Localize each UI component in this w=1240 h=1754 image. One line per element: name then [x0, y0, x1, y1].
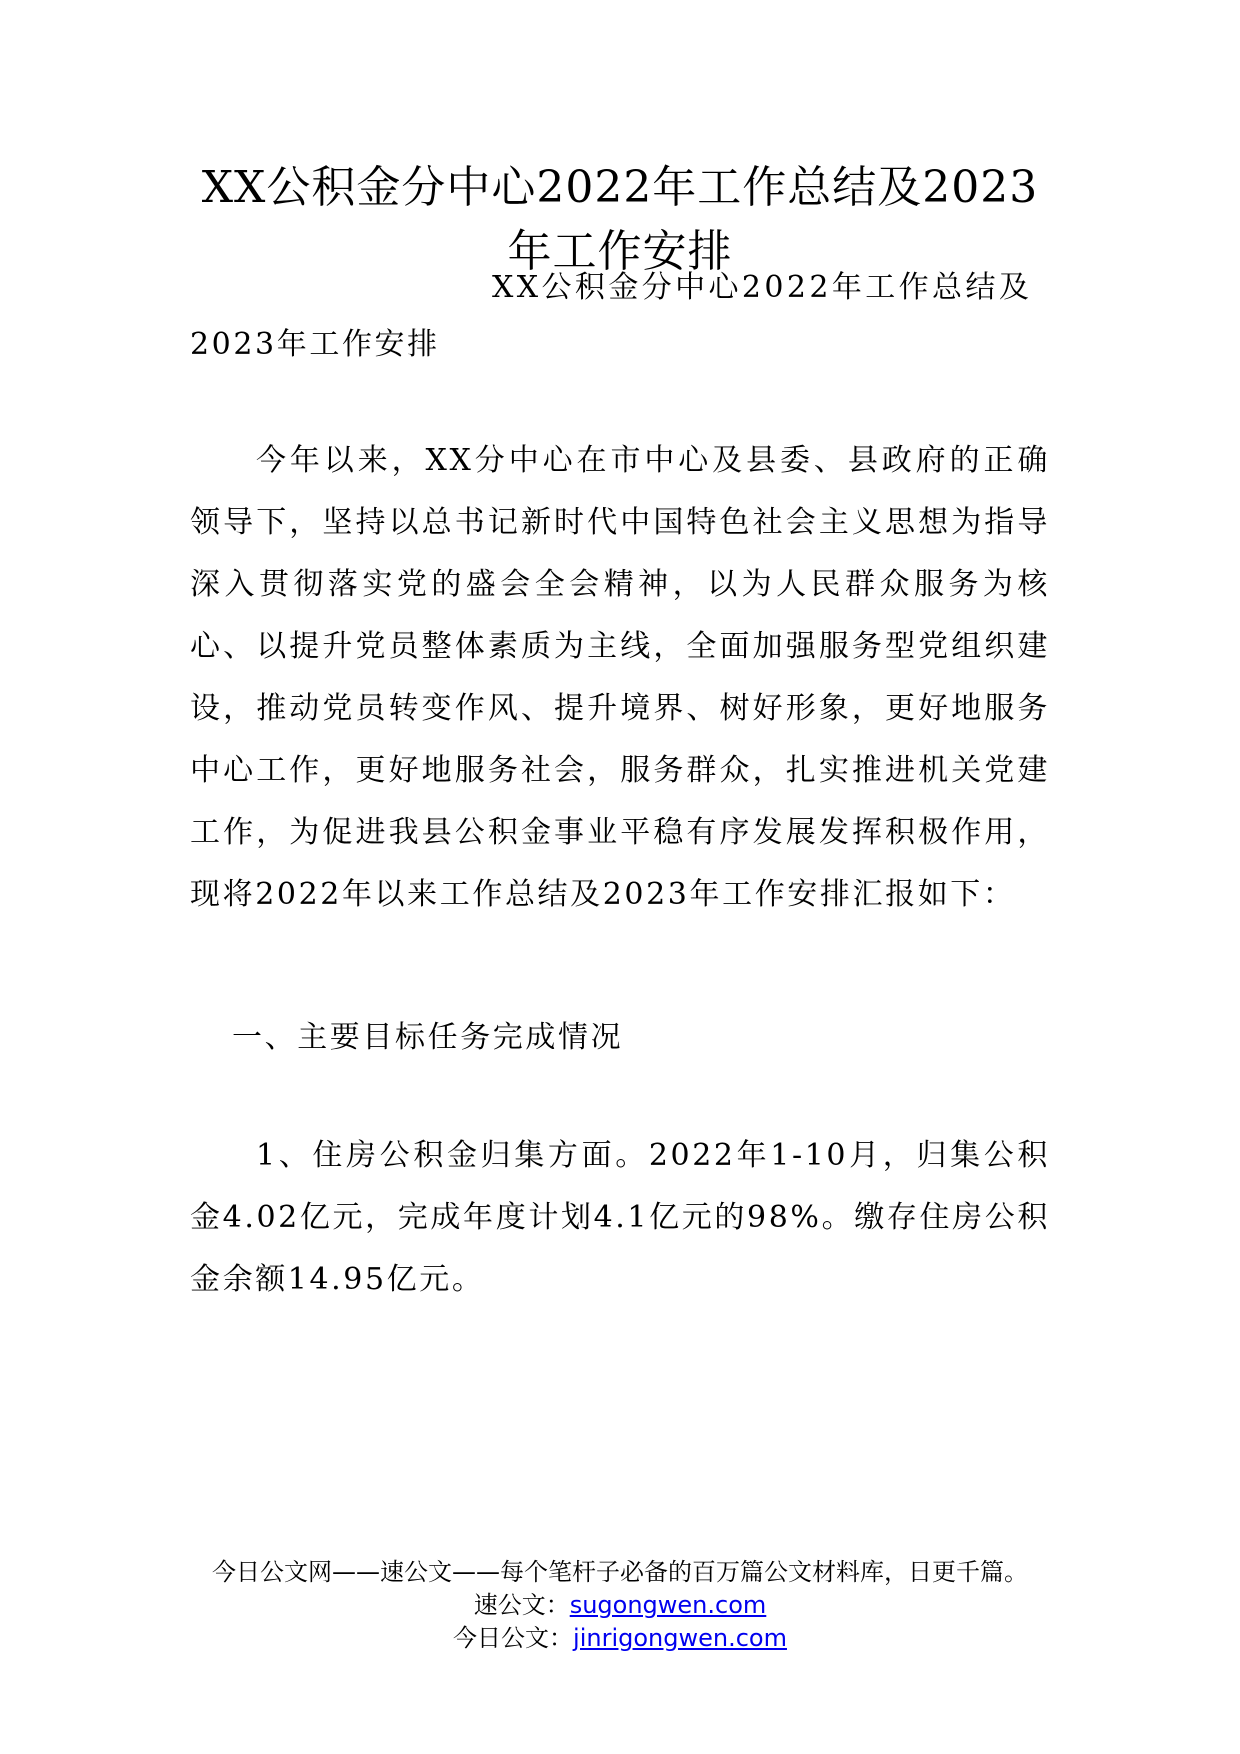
- footer-site-2-label: 今日公文：: [453, 1624, 574, 1652]
- footer-tagline: 今日公文网——速公文——每个笔杆子必备的百万篇公文材料库，日更千篇。: [212, 1558, 1028, 1586]
- section-heading-1: 一、主要目标任务完成情况: [232, 1020, 624, 1055]
- footer-site-2: [0, 1622, 1240, 1654]
- footer-site-1-label: 速公文：: [473, 1591, 570, 1619]
- subtitle-line-1: XX公积金分中心2022年工作总结及: [492, 270, 1033, 305]
- document-title-line-1: XX公积金分中心2022年工作总结及2023: [201, 162, 1039, 213]
- sugongwen-link[interactable]: sugongwen.com: [569, 1591, 767, 1619]
- intro-paragraph: 今年以来，XX分中心在市中心及县委、县政府的正确领导下，坚持以总书记新时代中国特色社会主义思想为指导深入贯彻落实党的盛会全会精神，以为人民群众服务为核心、以提升党员整体素质为主线，全面加强服务型党组织建设，推动党员转变作风、提升境界、树好形象，更好地服务中心工作，更好地服务社会，服务群众，扎实推进机关党建工作，为促进我县公积金事业平稳有序发展发挥积极作用，现将2022年以来工作总结及2023年工作安排汇报如下：: [190, 443, 1050, 912]
- subtitle-line-2: 2023年工作安排: [190, 327, 440, 362]
- footer-site-1: [0, 1589, 1240, 1621]
- item-1-paragraph: 1、住房公积金归集方面。2022年1-10月，归集公积金4.02亿元，完成年度计划4.1亿元的98%。缴存住房公积金余额14.95亿元。: [190, 1138, 1050, 1297]
- document-title-line-2: 年工作安排: [507, 226, 733, 277]
- jinrigongwen-link[interactable]: jinrigongwen.com: [573, 1624, 787, 1652]
